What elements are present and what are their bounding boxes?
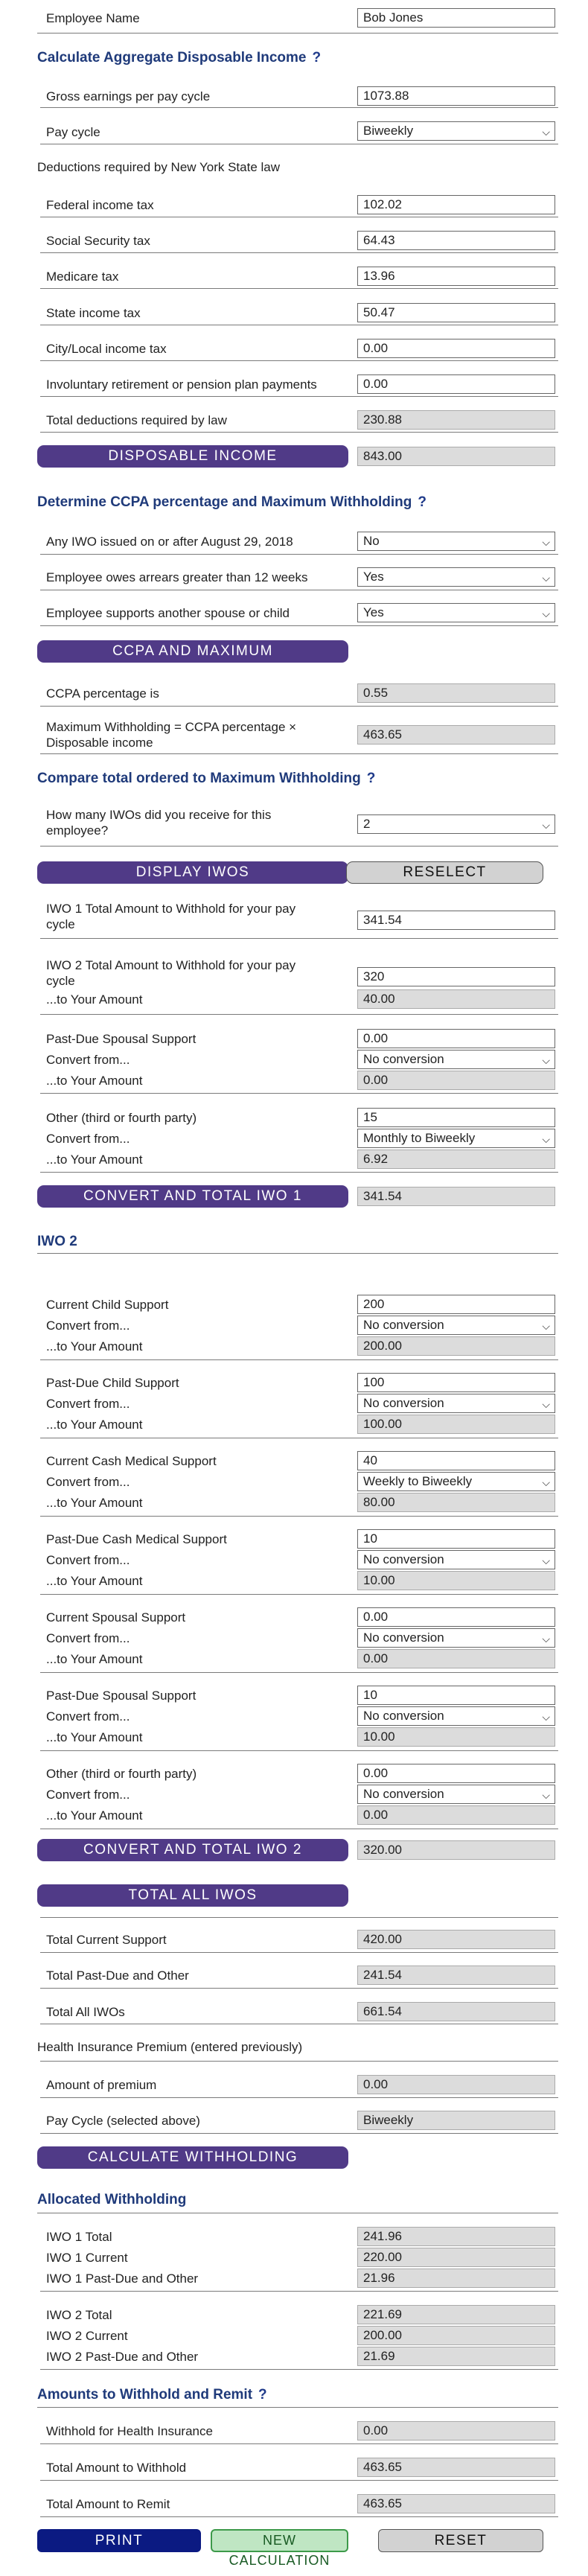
chevron-down-icon: ⌵ xyxy=(542,1476,550,1488)
chevron-down-icon: ⌵ xyxy=(542,1133,550,1145)
divider xyxy=(40,2097,558,2098)
iwo2-field-label: Other (third or fourth party) xyxy=(46,1767,197,1781)
iwo2-past-alloc-value: 21.69 xyxy=(357,2347,555,2366)
convert-from-label: Convert from... xyxy=(46,1053,130,1067)
arrears-select[interactable] xyxy=(357,567,555,587)
iwo-date-value: No xyxy=(363,534,380,548)
iwo2-field-label: Current Cash Medical Support xyxy=(46,1454,217,1468)
iwo2-to-value: 200.00 xyxy=(357,1336,555,1356)
pastdue-spousal-input[interactable]: 0.00 xyxy=(357,1029,555,1048)
divider xyxy=(40,2133,558,2134)
arrears-label: Employee owes arrears greater than 12 weeks xyxy=(46,570,308,584)
divider xyxy=(40,2369,558,2370)
iwo-count-select[interactable] xyxy=(357,814,555,834)
divider xyxy=(40,2516,558,2517)
reselect-button[interactable]: RESELECT xyxy=(346,861,543,884)
total-remit-value: 463.65 xyxy=(357,2494,555,2513)
section-title-disposable: Calculate Aggregate Disposable Income ? xyxy=(37,50,322,66)
divider xyxy=(40,360,558,361)
iwo1-total-value: 341.54 xyxy=(357,1187,555,1206)
divider xyxy=(40,2480,558,2481)
iwo2-convert-select[interactable] xyxy=(357,1316,555,1335)
withhold-health-value: 0.00 xyxy=(357,2421,555,2440)
divider xyxy=(40,1594,558,1595)
total-all-label: Total All IWOs xyxy=(46,2005,125,2019)
divider xyxy=(40,554,558,555)
chevron-down-icon: ⌵ xyxy=(542,1711,550,1723)
help-icon[interactable]: ? xyxy=(366,771,376,786)
iwo2-field-input[interactable]: 0.00 xyxy=(357,1764,555,1783)
iwo2-total-value: 320.00 xyxy=(357,1840,555,1860)
chevron-down-icon: ⌵ xyxy=(542,536,550,548)
medicare-label: Medicare tax xyxy=(46,270,119,284)
chevron-down-icon: ⌵ xyxy=(542,1398,550,1410)
display-iwos-button[interactable]: DISPLAY IWOS xyxy=(37,861,348,884)
pastdue-spousal-label: Past-Due Spousal Support xyxy=(46,1032,196,1046)
chevron-down-icon: ⌵ xyxy=(542,819,550,831)
iwo-count-value: 2 xyxy=(363,817,371,831)
to-your-amount-value: 40.00 xyxy=(357,989,555,1009)
arrears-value: Yes xyxy=(363,570,384,584)
employee-name-input[interactable]: Bob Jones xyxy=(357,8,555,28)
remit-title: Amounts to Withhold and Remit ? xyxy=(37,2387,267,2403)
total-deductions-value: 230.88 xyxy=(357,410,555,430)
convert-value: No conversion xyxy=(363,1552,444,1566)
medicare-input[interactable]: 13.96 xyxy=(357,267,555,286)
pay-cycle-selected-label: Pay Cycle (selected above) xyxy=(46,2114,200,2128)
iwo2-field-label: Past-Due Cash Medical Support xyxy=(46,1532,227,1546)
ccpa-percentage-value: 0.55 xyxy=(357,683,555,703)
total-deductions-label: Total deductions required by law xyxy=(46,413,227,427)
iwo2-total-alloc-label: IWO 2 Total xyxy=(46,2308,112,2322)
iwo2-field-label: Current Spousal Support xyxy=(46,1610,186,1625)
convert-from-label: Convert from... xyxy=(46,1631,130,1645)
pension-input[interactable]: 0.00 xyxy=(357,374,555,394)
divider xyxy=(40,1014,558,1015)
to-your-amount-label: ...to Your Amount xyxy=(46,1339,143,1354)
supports-value: Yes xyxy=(363,605,384,619)
state-tax-label: State income tax xyxy=(46,306,141,320)
iwo1-current-alloc-label: IWO 1 Current xyxy=(46,2251,128,2265)
section-title-compare: Compare total ordered to Maximum Withholding ? xyxy=(37,771,376,786)
to-your-amount-label: ...to Your Amount xyxy=(46,1152,143,1167)
iwo-count-label: How many IWOs did you receive for this employee? xyxy=(46,808,272,838)
convert-total-iwo2-button[interactable]: CONVERT AND TOTAL IWO 2 xyxy=(37,1839,348,1861)
total-all-iwos-button[interactable]: TOTAL ALL IWOS xyxy=(37,1884,348,1907)
divider xyxy=(40,1672,558,1673)
total-all-value: 661.54 xyxy=(357,2002,555,2021)
iwo2-field-label: Past-Due Spousal Support xyxy=(46,1689,196,1703)
convert-value: Monthly to Biweekly xyxy=(363,1131,476,1145)
pay-cycle-value: Biweekly xyxy=(363,124,414,138)
to-your-amount-label: ...to Your Amount xyxy=(46,1496,143,1510)
convert-from-label: Convert from... xyxy=(46,1553,130,1567)
divider xyxy=(40,432,558,433)
divider xyxy=(40,938,558,939)
iwo2-to-value: 10.00 xyxy=(357,1727,555,1747)
iwo2-field-input[interactable]: 10 xyxy=(357,1686,555,1705)
iwo2-field-label: Past-Due Child Support xyxy=(46,1376,179,1390)
iwo1-total-input[interactable]: 341.54 xyxy=(357,911,555,930)
iwo1-past-alloc-value: 21.96 xyxy=(357,2269,555,2288)
chevron-down-icon: ⌵ xyxy=(542,1633,550,1645)
premium-label: Amount of premium xyxy=(46,2078,157,2092)
health-title: Health Insurance Premium (entered previously) xyxy=(37,2040,303,2054)
social-security-label: Social Security tax xyxy=(46,234,150,248)
max-withholding-value: 463.65 xyxy=(357,725,555,745)
convert-from-label: Convert from... xyxy=(46,1475,130,1489)
gross-earnings-label: Gross earnings per pay cycle xyxy=(46,89,211,103)
help-icon[interactable]: ? xyxy=(418,494,426,510)
iwo2-to-value: 0.00 xyxy=(357,1649,555,1668)
iwo2-title: IWO 2 xyxy=(37,1234,77,1249)
other-party-to-value: 6.92 xyxy=(357,1150,555,1169)
total-remit-label: Total Amount to Remit xyxy=(46,2497,170,2511)
total-pastdue-label: Total Past-Due and Other xyxy=(46,1968,189,1983)
iwo2-field-input[interactable]: 40 xyxy=(357,1451,555,1470)
iwo2-convert-select[interactable] xyxy=(357,1550,555,1569)
convert-value: No conversion xyxy=(363,1787,444,1801)
convert-total-iwo1-button[interactable]: CONVERT AND TOTAL IWO 1 xyxy=(37,1185,348,1208)
other-party-convert-select[interactable] xyxy=(357,1129,555,1148)
convert-value: No conversion xyxy=(363,1318,444,1332)
divider xyxy=(40,1952,558,1953)
divider xyxy=(40,1917,558,1918)
to-your-amount-label: ...to Your Amount xyxy=(46,1730,143,1744)
other-party-input[interactable]: 15 xyxy=(357,1108,555,1127)
state-tax-input[interactable]: 50.47 xyxy=(357,303,555,322)
divider xyxy=(40,252,558,253)
convert-value: Weekly to Biweekly xyxy=(363,1474,473,1488)
iwo2-current-alloc-value: 200.00 xyxy=(357,2326,555,2345)
calculate-withholding-button[interactable]: CALCULATE WITHHOLDING xyxy=(37,2146,348,2169)
deductions-title: Deductions required by New York State law xyxy=(37,160,281,174)
to-your-amount-label: ...to Your Amount xyxy=(46,1074,143,1088)
chevron-down-icon: ⌵ xyxy=(542,1789,550,1801)
to-your-amount-label: ...to Your Amount xyxy=(46,1808,143,1823)
chevron-down-icon: ⌵ xyxy=(542,126,550,138)
divider xyxy=(40,2291,558,2292)
divider xyxy=(40,625,558,626)
convert-value: No conversion xyxy=(363,1396,444,1410)
divider xyxy=(40,396,558,397)
divider xyxy=(40,753,558,754)
print-button[interactable]: PRINT xyxy=(37,2529,201,2552)
divider xyxy=(40,846,558,847)
chevron-down-icon: ⌵ xyxy=(542,608,550,619)
divider xyxy=(40,288,558,289)
divider xyxy=(40,1516,558,1517)
federal-tax-input[interactable]: 102.02 xyxy=(357,195,555,214)
chevron-down-icon: ⌵ xyxy=(542,1054,550,1066)
iwo2-convert-select[interactable] xyxy=(357,1706,555,1726)
social-security-input[interactable]: 64.43 xyxy=(357,231,555,250)
iwo2-past-alloc-label: IWO 2 Past-Due and Other xyxy=(46,2350,199,2364)
convert-value: No conversion xyxy=(363,1052,444,1066)
divider xyxy=(40,1988,558,1989)
iwo1-total-label: IWO 1 Total Amount to Withhold for your pay cycle xyxy=(46,902,296,931)
to-your-amount-label: ...to Your Amount xyxy=(46,992,143,1007)
premium-value: 0.00 xyxy=(357,2075,555,2094)
divider xyxy=(37,2407,558,2408)
iwo2-to-value: 10.00 xyxy=(357,1571,555,1590)
divider xyxy=(40,1750,558,1751)
iwo2-total-alloc-value: 221.69 xyxy=(357,2305,555,2324)
iwo1-total-alloc-value: 241.96 xyxy=(357,2227,555,2246)
pastdue-spousal-to-value: 0.00 xyxy=(357,1071,555,1090)
iwo1-past-alloc-label: IWO 1 Past-Due and Other xyxy=(46,2271,199,2286)
divider xyxy=(40,1359,558,1360)
total-pastdue-value: 241.54 xyxy=(357,1966,555,1985)
ccpa-percentage-label: CCPA percentage is xyxy=(46,686,159,701)
pension-label: Involuntary retirement or pension plan payments xyxy=(46,377,317,392)
employee-name-label: Employee Name xyxy=(46,11,140,25)
iwo2-to-value: 100.00 xyxy=(357,1415,555,1434)
iwo2-field-input[interactable]: 100 xyxy=(357,1373,555,1392)
section-title-ccpa: Determine CCPA percentage and Maximum Withholding ? xyxy=(37,494,426,510)
convert-from-label: Convert from... xyxy=(46,1132,130,1146)
chevron-down-icon: ⌵ xyxy=(542,1320,550,1332)
pay-cycle-select[interactable] xyxy=(357,121,555,141)
withhold-health-label: Withhold for Health Insurance xyxy=(46,2424,213,2438)
gross-earnings-input[interactable]: 1073.88 xyxy=(357,86,555,106)
iwo2-convert-select[interactable] xyxy=(357,1785,555,1804)
iwo2-total-input[interactable]: 320 xyxy=(357,967,555,986)
pay-cycle-label: Pay cycle xyxy=(46,125,100,139)
divider xyxy=(40,107,558,108)
iwo1-current-alloc-value: 220.00 xyxy=(357,2248,555,2267)
help-icon[interactable]: ? xyxy=(258,2387,267,2403)
iwo2-convert-select[interactable] xyxy=(357,1472,555,1491)
convert-value: No conversion xyxy=(363,1709,444,1723)
other-party-label: Other (third or fourth party) xyxy=(46,1111,197,1125)
allocated-title: Allocated Withholding xyxy=(37,2192,187,2207)
iwo2-field-input[interactable]: 10 xyxy=(357,1529,555,1549)
total-current-label: Total Current Support xyxy=(46,1933,167,1947)
max-withholding-label: Maximum Withholding = CCPA percentage × Disposable income xyxy=(46,720,297,750)
convert-from-label: Convert from... xyxy=(46,1709,130,1724)
total-current-value: 420.00 xyxy=(357,1930,555,1949)
supports-label: Employee supports another spouse or child xyxy=(46,606,290,620)
city-tax-input[interactable]: 0.00 xyxy=(357,339,555,358)
convert-from-label: Convert from... xyxy=(46,1397,130,1411)
divider xyxy=(40,1172,558,1173)
pastdue-spousal-convert-select[interactable] xyxy=(357,1050,555,1069)
divider xyxy=(37,33,558,34)
iwo2-to-value: 80.00 xyxy=(357,1493,555,1512)
divider xyxy=(40,2443,558,2444)
ccpa-maximum-button[interactable]: CCPA AND MAXIMUM xyxy=(37,640,348,663)
iwo2-convert-select[interactable] xyxy=(357,1628,555,1648)
divider xyxy=(40,1093,558,1094)
federal-tax-label: Federal income tax xyxy=(46,198,154,212)
help-icon[interactable]: ? xyxy=(312,50,322,66)
disposable-income-button[interactable]: DISPOSABLE INCOME xyxy=(37,445,348,468)
iwo2-field-input[interactable]: 0.00 xyxy=(357,1607,555,1627)
supports-select[interactable] xyxy=(357,603,555,622)
chevron-down-icon: ⌵ xyxy=(542,572,550,584)
new-calculation-button[interactable]: NEW CALCULATION xyxy=(211,2529,348,2552)
iwo2-current-alloc-label: IWO 2 Current xyxy=(46,2329,128,2343)
total-withhold-value: 463.65 xyxy=(357,2458,555,2477)
to-your-amount-label: ...to Your Amount xyxy=(46,1652,143,1666)
convert-value: No conversion xyxy=(363,1630,444,1645)
disposable-income-value: 843.00 xyxy=(357,447,555,466)
convert-from-label: Convert from... xyxy=(46,1788,130,1802)
chevron-down-icon: ⌵ xyxy=(542,1555,550,1566)
iwo2-total-label: IWO 2 Total Amount to Withhold for your pay cycle xyxy=(46,958,296,988)
iwo-date-label: Any IWO issued on or after August 29, 2018 xyxy=(46,535,293,549)
iwo-date-select[interactable] xyxy=(357,532,555,551)
convert-from-label: Convert from... xyxy=(46,1319,130,1333)
iwo2-field-label: Current Child Support xyxy=(46,1298,169,1312)
iwo2-convert-select[interactable] xyxy=(357,1394,555,1413)
reset-button[interactable]: RESET xyxy=(378,2529,543,2552)
divider xyxy=(40,706,558,707)
iwo1-total-alloc-label: IWO 1 Total xyxy=(46,2230,112,2244)
divider xyxy=(37,1253,558,1254)
to-your-amount-label: ...to Your Amount xyxy=(46,1418,143,1432)
iwo2-to-value: 0.00 xyxy=(357,1805,555,1825)
to-your-amount-label: ...to Your Amount xyxy=(46,1574,143,1588)
city-tax-label: City/Local income tax xyxy=(46,342,167,356)
divider xyxy=(40,2061,558,2062)
total-withhold-label: Total Amount to Withhold xyxy=(46,2461,187,2475)
iwo2-field-input[interactable]: 200 xyxy=(357,1295,555,1314)
pay-cycle-selected-value: Biweekly xyxy=(357,2111,555,2130)
